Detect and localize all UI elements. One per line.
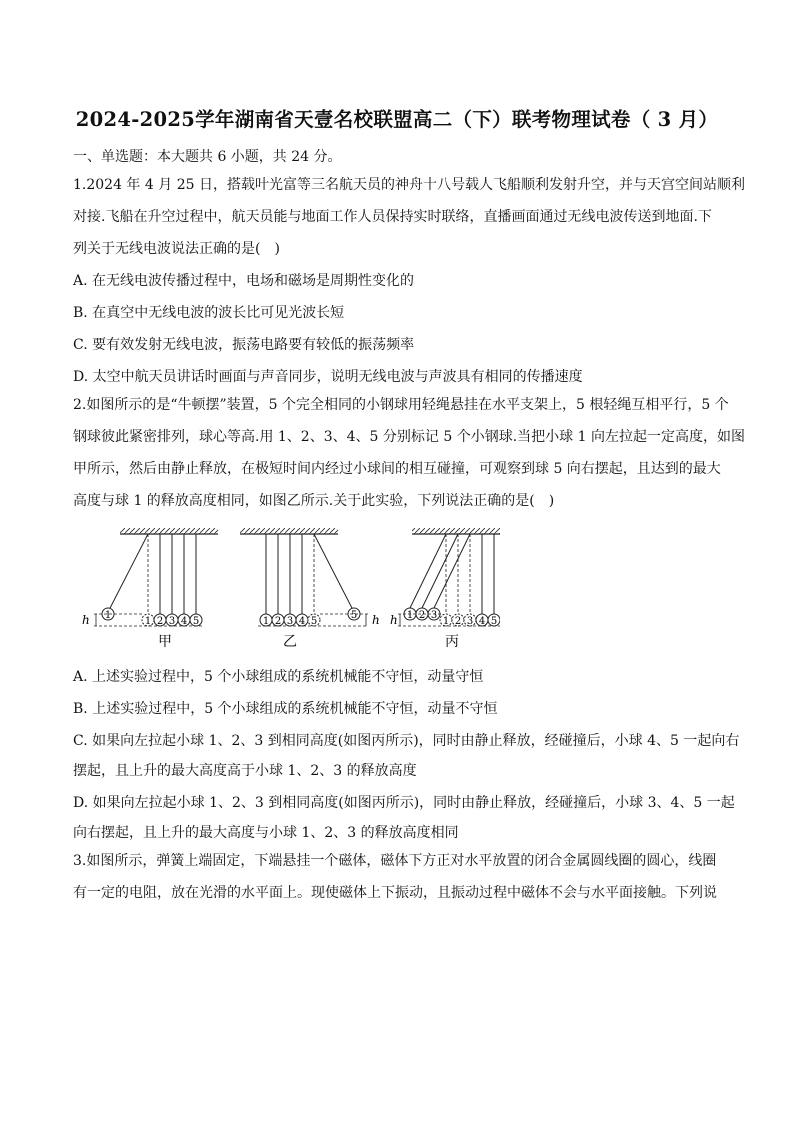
support-hatching [412, 528, 500, 534]
ball-label: 5 [490, 616, 498, 627]
question-1-option-c: C. 要有效发射无线电波，振荡电路要有较低的振荡频率 [73, 337, 415, 353]
question-1-option-a: A. 在无线电波传播过程中，电场和磁场是周期性变化的 [73, 273, 415, 289]
figure-label-bing: 丙 [445, 634, 459, 650]
ball-label: 1 [406, 610, 414, 621]
ball-label: 1 [262, 616, 270, 627]
question-2-line: 甲所示，然后由静止释放，在极短时间内经过小球间的相互碰撞，可观察到球 5 向右摆起，且达到的最大 [73, 461, 721, 477]
string [422, 534, 458, 608]
question-2-option-c: C. 如果向左拉起小球 1、2、3 到相同高度(如图丙所示)，同时由静止释放，经碰撞后，小球 4、5 一起向右 [73, 733, 740, 749]
question-1-line: 1.2024 年 4 月 25 日，搭载叶光富等三名航天员的神舟十八号载人飞船顺利发射升空，并与天宫空间站顺利 [73, 177, 745, 193]
question-3-line: 有一定的电阻，放在光滑的水平面上。现使磁体上下振动，且振动过程中磁体不会与水平面接触。下列说 [73, 885, 717, 901]
newtons-cradle-figure [80, 528, 500, 654]
ball-label: 4 [298, 616, 306, 627]
height-symbol: h [372, 613, 380, 627]
question-3-line: 3.如图所示，弹簧上端固定，下端悬挂一个磁体，磁体下方正对水平放置的闭合金属圆线圈的圆心，线圈 [73, 853, 717, 869]
question-1-line: 对接.飞船在升空过程中，航天员能与地面工作人员保持实时联络，直播画面通过无线电波传送到地面.下 [73, 209, 712, 225]
question-2-option-a: A. 上述实验过程中，5 个小球组成的系统机械能不守恒，动量守恒 [73, 669, 484, 685]
ball-label: 5 [310, 616, 318, 627]
figure-label-yi: 乙 [283, 634, 297, 650]
string [314, 534, 354, 612]
question-2-option-b: B. 上述实验过程中，5 个小球组成的系统机械能不守恒，动量不守恒 [73, 701, 498, 717]
question-3-stem [73, 845, 723, 909]
ball-label: 2 [156, 616, 164, 627]
support-hatching [240, 528, 338, 534]
string [108, 534, 148, 612]
exam-title: 2024-2025学年湖南省天壹名校联盟高二（下）联考物理试卷（ 3 月） [75, 108, 719, 131]
height-symbol: h [82, 613, 90, 627]
ball-label: 4 [478, 616, 486, 627]
ball-label: 3 [286, 616, 294, 627]
section-heading: 一、单选题：本大题共 6 小题，共 24 分。 [73, 149, 342, 165]
question-1-option-d: D. 太空中航天员讲话时画面与声音同步，说明无线电波与声波具有相同的传播速度 [73, 369, 583, 385]
ball-label: 3 [168, 616, 176, 627]
figure-label-jia: 甲 [158, 634, 172, 650]
figure-bing [390, 528, 500, 650]
support-hatching [120, 528, 218, 534]
figure-jia [82, 528, 218, 650]
question-1-line: 列关于无线电波说法正确的是( ) [73, 241, 280, 257]
ball-label: 1 [144, 616, 152, 627]
string [410, 534, 446, 608]
ball-label: 1 [104, 610, 112, 621]
ball-label: 5 [192, 616, 200, 627]
ball-label: 2 [418, 610, 426, 621]
question-2-line: 高度与球 1 的释放高度相同，如图乙所示.关于此实验，下列说法正确的是( ) [73, 493, 555, 509]
question-2-stem [73, 389, 745, 517]
height-symbol: h [390, 613, 398, 627]
question-1-option-b: B. 在真空中无线电波的波长比可见光波长短 [73, 305, 345, 321]
question-2-line: 钢球彼此紧密排列，球心等高.用 1、2、3、4、5 分别标记 5 个小钢球.当把小球 1 向左拉起一定高度，如图 [73, 429, 745, 445]
question-1-stem [73, 169, 745, 265]
newtons-cradle-diagram [80, 528, 500, 654]
question-2-line: 2.如图所示的是“牛顿摆”装置，5 个完全相同的小钢球用轻绳悬挂在水平支架上，5 根轻绳互相平行，5 个 [73, 397, 729, 413]
ball-label: 2 [274, 616, 282, 627]
ball-label: 5 [350, 610, 358, 621]
figure-yi [240, 528, 380, 650]
ball-label: 3 [430, 610, 438, 621]
ball-label: 1 [442, 616, 450, 627]
question-2-option-d: D. 如果向左拉起小球 1、2、3 到相同高度(如图丙所示)，同时由静止释放，经碰撞后，小球 3、4、5 一起 [73, 795, 735, 811]
ball-label: 4 [180, 616, 188, 627]
question-2-option-c-cont: 摆起，且上升的最大高度高于小球 1、2、3 的释放高度 [73, 763, 417, 779]
ball-label: 3 [466, 616, 474, 627]
string [434, 534, 470, 608]
ball-label: 2 [454, 616, 462, 627]
question-2-option-d-cont: 向右摆起，且上升的最大高度与小球 1、2、3 的释放高度相同 [73, 825, 459, 841]
